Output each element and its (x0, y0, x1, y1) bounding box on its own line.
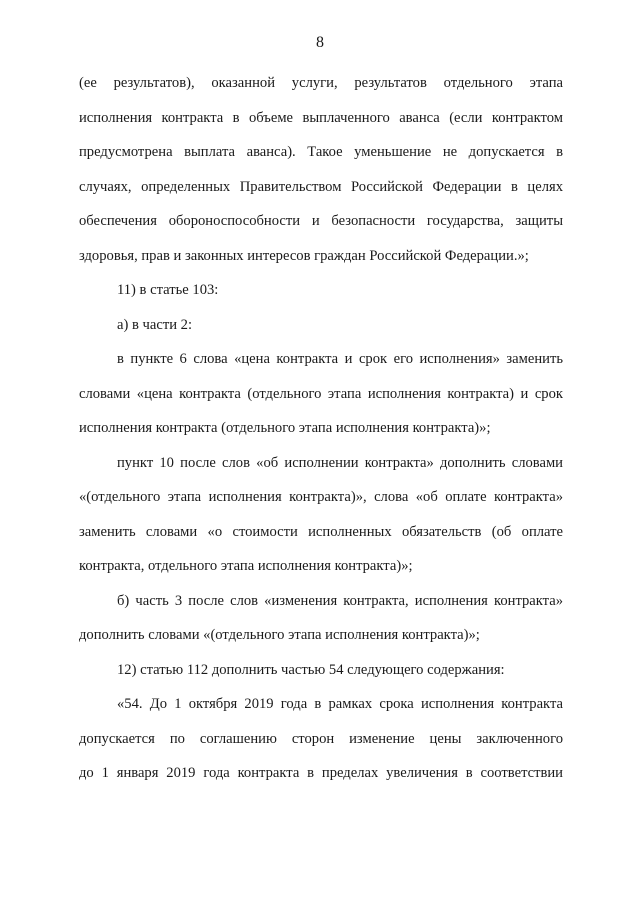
text-line: случаях, определенных Правительством Российской Федерации в целях (79, 178, 563, 195)
text-line: в пункте 6 слова «цена контракта и срок его исполнения» заменить (117, 351, 563, 367)
text-line: предусмотрена выплата аванса). Такое уменьшение не допускается в (79, 144, 563, 160)
text-line: обеспечения обороноспособности и безопасности государства, защиты (79, 213, 563, 229)
text-line: б) часть 3 после слов «изменения контракта, исполнения контракта» (117, 592, 563, 609)
text-line: до 1 января 2019 года контракта в пределах увеличения в соответствии (79, 765, 563, 781)
page-number: 8 (316, 34, 324, 51)
text-line: заменить словами «о стоимости исполненных обязательств (об оплате (79, 523, 563, 540)
text-line: словами «цена контракта (отдельного этапа исполнения контракта) и срок (79, 385, 563, 402)
text-line: 12) статью 112 дополнить частью 54 следующего содержания: (117, 661, 505, 678)
document-body (79, 66, 563, 791)
text-line: здоровья, прав и законных интересов граждан Российской Федерации.»; (79, 247, 529, 264)
text-line: дополнить словами «(отдельного этапа исполнения контракта)»; (79, 627, 480, 643)
text-line: пункт 10 после слов «об исполнении контракта» дополнить словами (117, 454, 563, 471)
text-line: 11) в статье 103: (117, 282, 219, 298)
text-line: а) в части 2: (117, 316, 193, 333)
text-line: «(отдельного этапа исполнения контракта)», слова «об оплате контракта» (79, 489, 563, 505)
text-line: (ее результатов), оказанной услуги, результатов отдельного этапа (79, 75, 563, 91)
text-line: исполнения контракта в объеме выплаченного аванса (если контрактом (79, 109, 563, 126)
text-line: допускается по соглашению сторон изменение цены заключенного (79, 730, 563, 747)
text-line: контракта, отдельного этапа исполнения контракта)»; (79, 558, 413, 574)
text-line: «54. До 1 октября 2019 года в рамках срока исполнения контракта (117, 696, 563, 712)
text-line: исполнения контракта (отдельного этапа исполнения контракта)»; (79, 420, 491, 436)
